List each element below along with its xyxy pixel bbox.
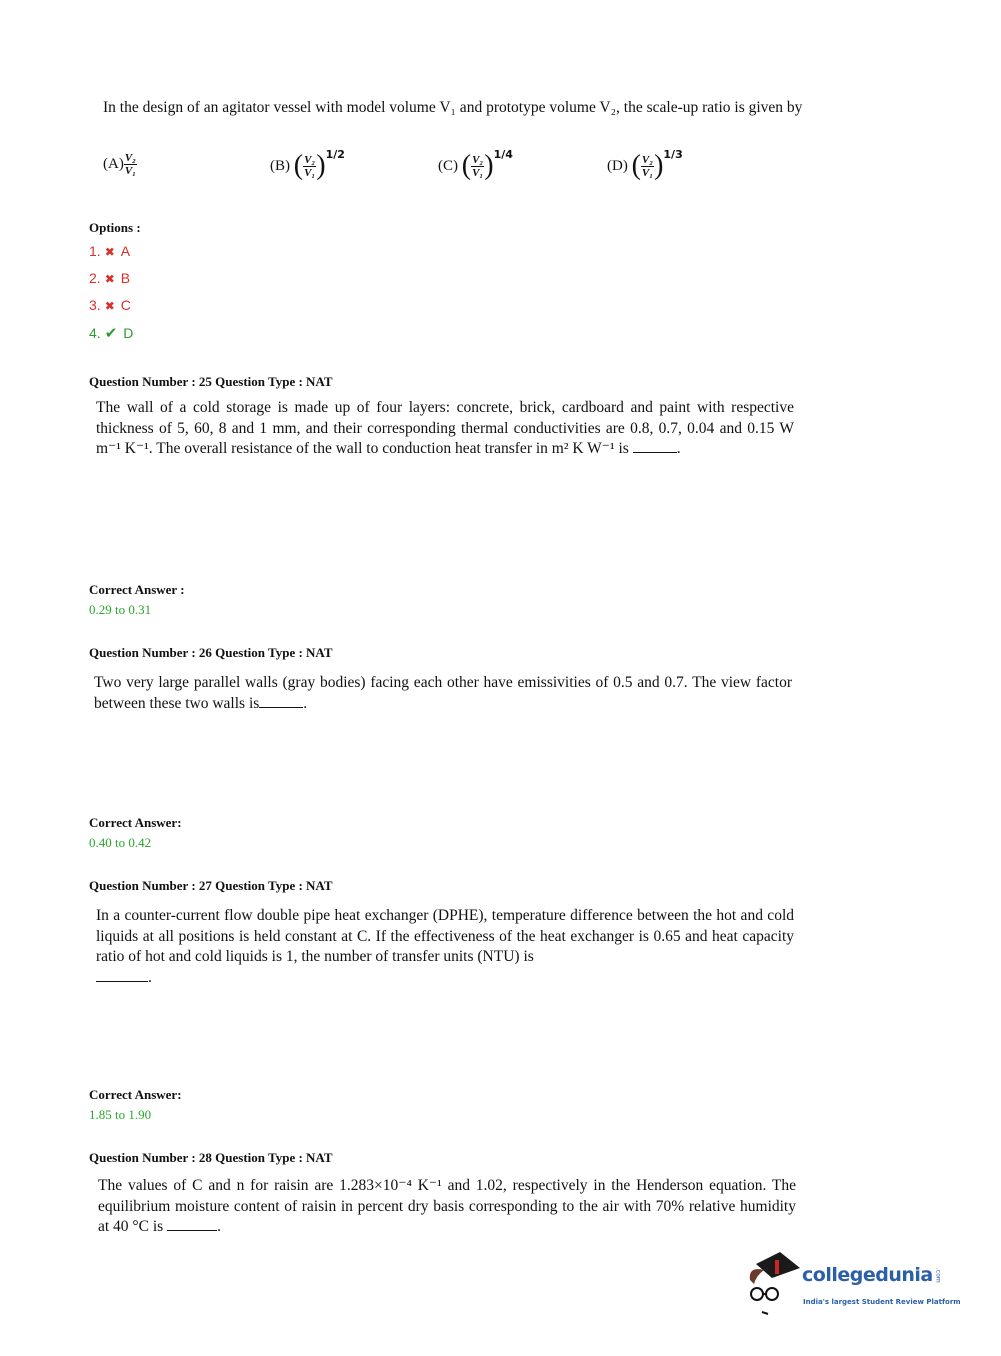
q24-choice-b: (B) ( $\frac{\text{V₂}}{\text{V₁}}$ ) 1/2 (270, 148, 345, 181)
q27-text: In a counter-current flow double pipe heat exchanger (DPHE), temperature difference between the hot and cold liquids at all positions is held constant at C. If the effectiveness of the heat exchanger is 0.65 and heat capacity ratio of hot and cold liquids is 1, the number of transfer units (NTU) is . (96, 907, 794, 986)
check-icon: ✔ (104, 325, 118, 342)
cross-icon: ✖ (104, 245, 115, 259)
logo-suffix: .com (934, 1268, 942, 1283)
option-1: 1. ✖ A (89, 243, 131, 259)
q27-answer: 1.85 to 1.90 (89, 1107, 152, 1122)
q24-text: In the design of an agitator vessel with model volume V₁ and prototype volume V₂, the scale-up ratio is given by (103, 99, 803, 116)
q24-choice-a: (A) $\frac{\text{V₂}}{\text{V₁}}$ (103, 152, 136, 177)
option-4: 4. ✔ D (89, 325, 134, 342)
logo-tagline: India's largest Student Review Platform (803, 1298, 961, 1306)
q25-text: The wall of a cold storage is made up of four layers: concrete, brick, cardboard and paint with respective thickness of 5, 60, 8 and 1 mm, and their corresponding thermal conductivities are 0.8, 0.7, 0.04 and 0.15 W m⁻¹ K⁻¹. The overall resistance of the wall to conduction heat transfer in m² K W⁻¹ is . (96, 399, 794, 457)
q24-choice-c: (C) ( $\frac{\text{V₂}}{\text{V₁}}$ ) 1/4 (438, 148, 513, 181)
option-3: 3. ✖ C (89, 297, 131, 313)
q26-header: Question Number : 26 Question Type : NAT (89, 645, 333, 660)
mascot-icon (742, 1250, 802, 1316)
options-label: Options : (89, 220, 141, 235)
q26-text: Two very large parallel walls (gray bodies) facing each other have emissivities of 0.5 and 0.7. The view factor between these two walls is . (94, 674, 792, 712)
logo-wordmark: collegedunia (802, 1264, 933, 1286)
q26-answer-label: Correct Answer: (89, 815, 182, 830)
option-2: 2. ✖ B (89, 270, 131, 286)
q27-answer-label: Correct Answer: (89, 1087, 182, 1102)
cross-icon: ✖ (104, 299, 115, 313)
q28-text: The values of C and n for raisin are 1.283×10⁻⁴ K⁻¹ and 1.02, respectively in the Henderson equation. The equilibrium moisture content of raisin in percent dry basis corresponding to the air with 70% relative humidity at 40 °C is . (98, 1177, 796, 1235)
q28-header: Question Number : 28 Question Type : NAT (89, 1150, 333, 1165)
logo-wordmark-row (802, 1264, 942, 1286)
q25-answer-label: Correct Answer : (89, 582, 185, 597)
cross-icon: ✖ (104, 272, 115, 286)
q27-header: Question Number : 27 Question Type : NAT (89, 878, 333, 893)
collegedunia-logo (742, 1250, 992, 1320)
q24-choice-d: (D) ( $\frac{\text{V₂}}{\text{V₁}}$ ) 1/3 (607, 148, 683, 181)
q25-header: Question Number : 25 Question Type : NAT (89, 374, 333, 389)
q25-answer: 0.29 to 0.31 (89, 602, 152, 617)
q26-answer: 0.40 to 0.42 (89, 835, 152, 850)
